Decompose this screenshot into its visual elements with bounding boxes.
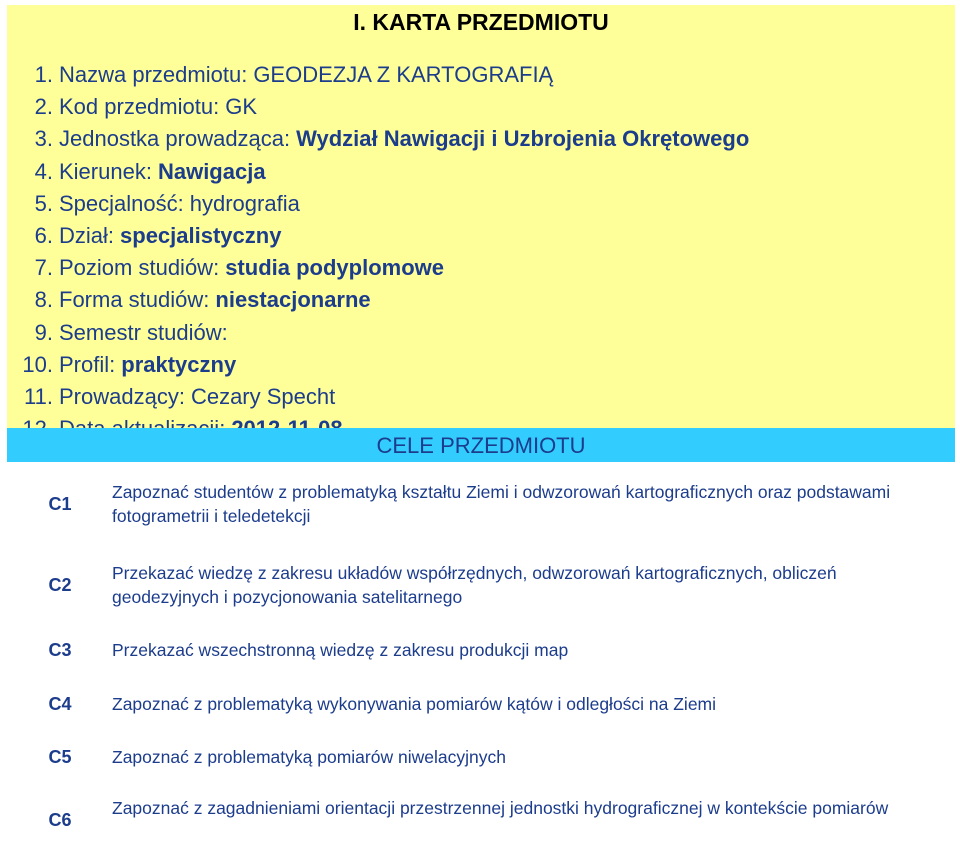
goal-text: Zapoznać z zagadnieniami orientacji przestrzennej jednostki hydrograficznej w kontekście pomiarów <box>112 798 889 818</box>
info-value: specjalistyczny <box>120 222 282 248</box>
info-row-lecturer <box>7 383 947 415</box>
info-row-field <box>7 158 947 190</box>
goal-code: C4 <box>48 694 72 714</box>
goal-text: Zapoznać studentów z problematyką kształtu Ziemi i odwzorowań kartograficznych oraz podstawami fotogrametrii i teledetekcji <box>112 482 891 526</box>
info-label: Prowadzący: <box>59 383 185 409</box>
info-number: 3. <box>34 126 53 152</box>
info-label: Profil: <box>59 351 116 377</box>
goal-code: C2 <box>48 575 72 595</box>
info-value: hydrografia <box>189 190 300 216</box>
info-value: niestacjonarne <box>215 287 371 313</box>
info-value: Cezary Specht <box>190 383 336 409</box>
goal-code: C6 <box>48 810 72 830</box>
info-label: Jednostka prowadząca: <box>59 126 291 152</box>
card-title: I. KARTA PRZEDMIOTU <box>353 9 609 35</box>
info-row-form <box>7 286 947 318</box>
info-label: Specjalność: <box>59 190 184 216</box>
info-number: 11. <box>24 383 53 409</box>
info-value: studia podyplomowe <box>225 255 444 281</box>
info-label: Kierunek: <box>59 158 152 184</box>
info-label: Forma studiów: <box>59 287 210 313</box>
goal-text: Zapoznać z problematyką wykonywania pomiarów kątów i odległości na Ziemi <box>112 694 717 714</box>
info-row-unit <box>7 125 947 157</box>
info-number: 4. <box>34 158 53 184</box>
course-info-list <box>7 61 947 447</box>
info-row-name <box>7 61 947 93</box>
info-value: Nawigacja <box>157 158 266 184</box>
goals-header <box>7 428 955 462</box>
goal-code: C3 <box>48 640 72 660</box>
info-number: 10. <box>22 351 53 377</box>
info-number: 8. <box>34 287 53 313</box>
info-value: praktyczny <box>121 351 237 377</box>
info-number: 2. <box>34 94 53 120</box>
info-row-semester <box>7 319 947 351</box>
info-value: GEODEZJA Z KARTOGRAFIĄ <box>253 62 554 87</box>
info-number: 7. <box>34 255 53 281</box>
goal-code: C5 <box>48 747 72 767</box>
info-number: 6. <box>34 222 53 248</box>
course-card <box>7 5 955 459</box>
goal-text: Przekazać wszechstronną wiedzę z zakresu produkcji map <box>112 640 569 660</box>
info-number: 1. <box>34 62 53 87</box>
info-label: Poziom studiów: <box>59 255 220 281</box>
info-row-level <box>7 254 947 286</box>
goals-title: CELE PRZEDMIOTU <box>376 433 586 458</box>
info-row-section <box>7 222 947 254</box>
info-row-code <box>7 93 947 125</box>
info-label: Nazwa przedmiotu: <box>59 62 248 87</box>
info-number: 5. <box>34 190 53 216</box>
info-label: Kod przedmiotu: <box>59 94 220 120</box>
info-label: Semestr studiów: <box>59 319 228 345</box>
info-value: Wydział Nawigacji i Uzbrojenia Okrętowego <box>296 126 750 152</box>
info-row-profile <box>7 351 947 383</box>
goal-text: Przekazać wiedzę z zakresu układów współrzędnych, odwzorowań kartograficznych, obliczeń geodezyjnych i pozycjonowania satelitarnego <box>112 563 837 607</box>
info-number: 9. <box>34 319 53 345</box>
info-value: GK <box>225 94 257 120</box>
info-row-specialty <box>7 190 947 222</box>
goal-code: C1 <box>48 494 72 514</box>
info-label: Dział: <box>59 222 115 248</box>
goal-text: Zapoznać z problematyką pomiarów niwelacyjnych <box>112 747 506 767</box>
